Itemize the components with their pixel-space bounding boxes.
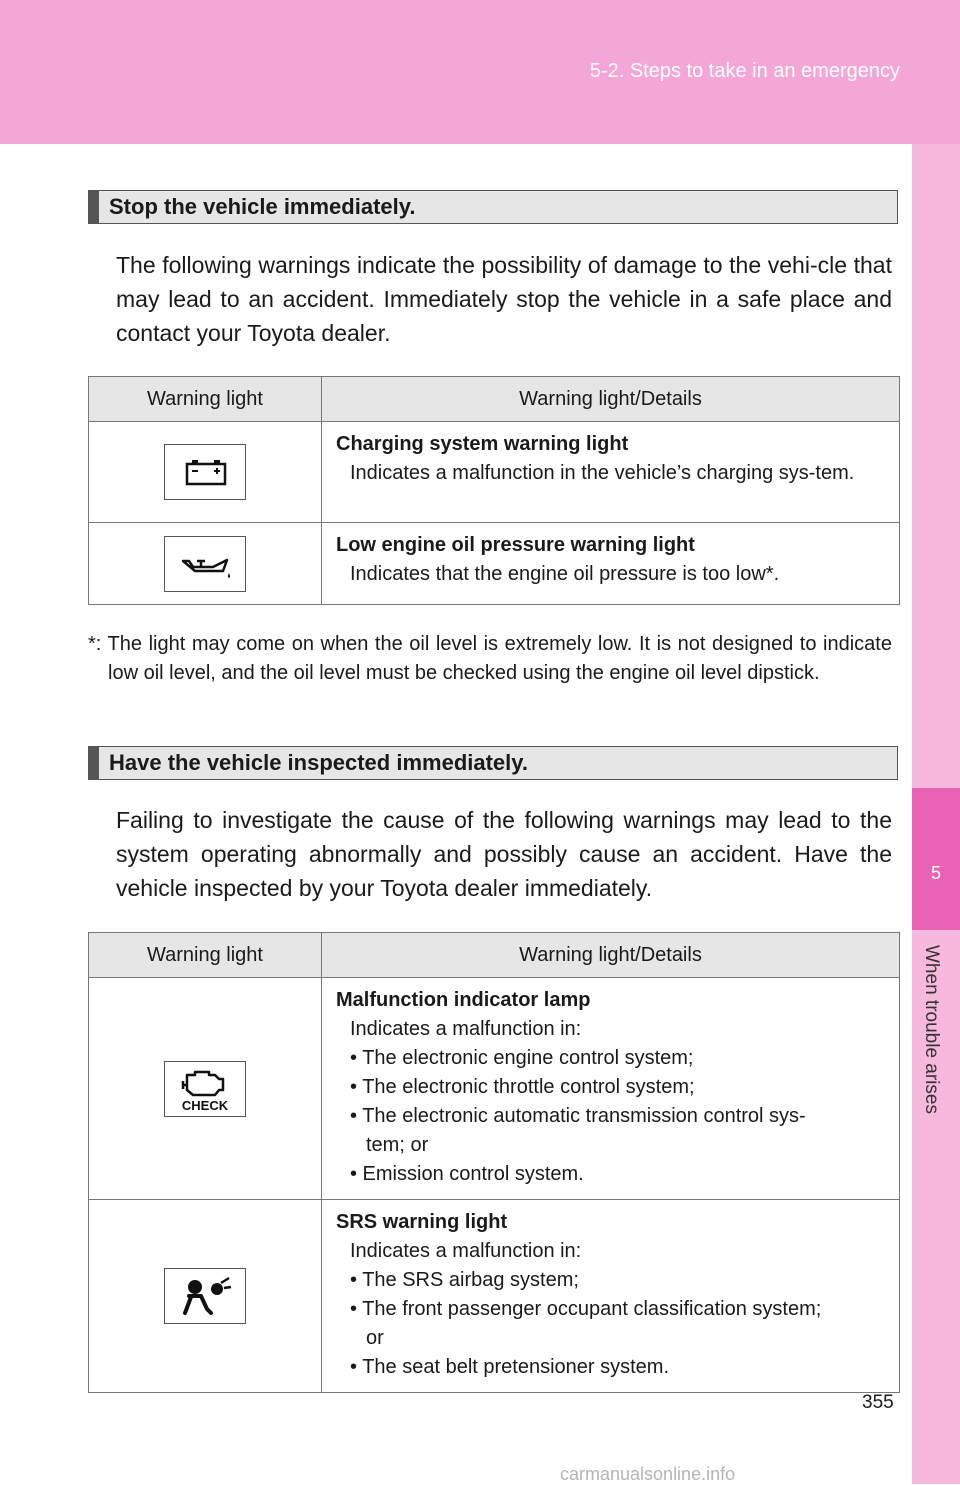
table-row xyxy=(89,978,900,1200)
column-header: Warning light/Details xyxy=(322,377,900,422)
table-row xyxy=(89,1200,900,1393)
warning-title: Charging system warning light xyxy=(336,433,629,455)
oil-can-icon xyxy=(164,536,246,592)
warning-detail: Indicates a malfunction in: xyxy=(350,1018,582,1040)
header-section-title: 5-2. Steps to take in an emergency xyxy=(589,60,900,82)
page-number: 355 xyxy=(862,1392,894,1413)
table-header-row xyxy=(89,377,900,422)
check-engine-text: CHECK xyxy=(181,1097,229,1113)
check-engine-icon xyxy=(164,1061,246,1117)
column-header: Warning light/Details xyxy=(322,933,900,978)
warning-table-2 xyxy=(88,932,900,1393)
section-heading-text: Stop the vehicle immediately. xyxy=(109,194,416,219)
section-heading-text: Have the vehicle inspected immediately. xyxy=(109,750,528,775)
warning-table-1 xyxy=(88,376,900,605)
list-item: • The electronic automatic transmission control sys- xyxy=(350,1105,806,1127)
warning-title: Malfunction indicator lamp xyxy=(336,989,591,1011)
list-item: • The seat belt pretensioner system. xyxy=(350,1356,670,1378)
airbag-icon xyxy=(164,1268,246,1324)
list-item: • The SRS airbag system; xyxy=(350,1269,579,1291)
warning-detail: Indicates a malfunction in: xyxy=(350,1240,582,1262)
watermark: carmanualsonline.info xyxy=(560,1464,736,1484)
list-item: • Emission control system. xyxy=(350,1163,584,1185)
list-item: • The front passenger occupant classification system; xyxy=(350,1298,822,1320)
table-header-row xyxy=(89,933,900,978)
section-paragraph: Failing to investigate the cause of the following warnings may lead to the system operating abnormally and possibly cause an accident. Have the vehicle inspected by your Toyota dealer immediately. xyxy=(116,807,892,901)
table-row xyxy=(89,422,900,523)
warning-detail: Indicates that the engine oil pressure is too low*. xyxy=(350,563,780,585)
side-tab-label: When trouble arises xyxy=(921,945,942,1114)
list-item-continuation: or xyxy=(366,1327,384,1349)
section-heading-stop xyxy=(88,190,898,224)
column-header: Warning light xyxy=(89,377,322,422)
table-row xyxy=(89,523,900,605)
section-paragraph: The following warnings indicate the possibility of damage to the vehi-cle that may lead to an accident. Immediately stop the vehicle in a safe place and contact your Toyota dealer. xyxy=(116,252,892,346)
list-item-continuation: tem; or xyxy=(366,1134,429,1156)
warning-title: Low engine oil pressure warning light xyxy=(336,534,695,556)
list-item: • The electronic throttle control system; xyxy=(350,1076,695,1098)
page-header xyxy=(0,0,960,144)
list-item: • The electronic engine control system; xyxy=(350,1047,694,1069)
side-tab-number: 5 xyxy=(912,788,960,930)
warning-detail: Indicates a malfunction in the vehicle’s charging sys-tem. xyxy=(350,462,855,484)
battery-icon xyxy=(164,444,246,500)
warning-title: SRS warning light xyxy=(336,1211,508,1233)
column-header: Warning light xyxy=(89,933,322,978)
section-heading-inspect xyxy=(88,746,898,780)
footnote: *: The light may come on when the oil level is extremely low. It is not designed to indicate low oil level, and the oil level must be checked using the engine oil level dipstick. xyxy=(88,633,892,684)
